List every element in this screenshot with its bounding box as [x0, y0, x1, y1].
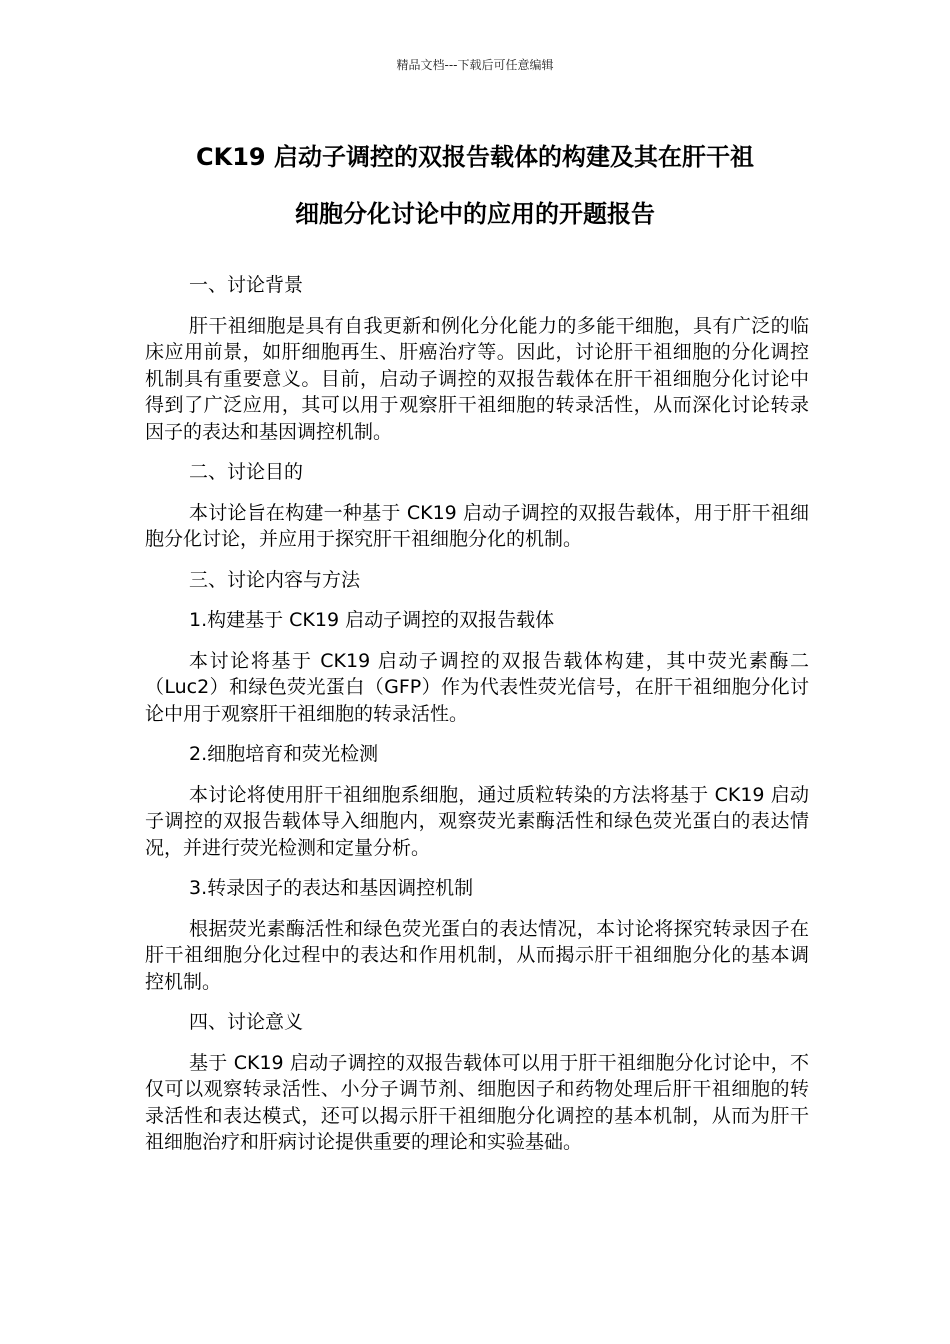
section-heading-significance: 四、讨论意义: [189, 1011, 304, 1033]
section-heading-background: 一、讨论背景: [189, 274, 304, 296]
paragraph-cell-culture: 本讨论将使用肝干祖细胞系细胞，通过质粒转染的方法将基于 CK19 启动子调控的双报告载体导入细胞内，观察荧光素酶活性和绿色荧光蛋白的表达情况，并进行荧光检测和定量分析。: [145, 783, 809, 859]
section-heading-purpose: 二、讨论目的: [189, 461, 304, 483]
paragraph-transcription-factors: 根据荧光素酶活性和绿色荧光蛋白的表达情况，本讨论将探究转录因子在肝干祖细胞分化过程中的表达和作用机制，从而揭示肝干祖细胞分化的基本调控机制。: [145, 917, 809, 993]
title-line-1: CK19 启动子调控的双报告载体的构建及其在肝干祖: [196, 143, 754, 171]
paragraph-significance: 基于 CK19 启动子调控的双报告载体可以用于肝干祖细胞分化讨论中，不仅可以观察转录活性、小分子调节剂、细胞因子和药物处理后肝干祖细胞的转录活性和表达模式，还可以揭示肝干祖细胞分化调控的基本机制，从而为肝干祖细胞治疗和肝病讨论提供重要的理论和实验基础。: [145, 1051, 809, 1153]
title-line-2: 细胞分化讨论中的应用的开题报告: [295, 200, 655, 228]
paragraph-background: 肝干祖细胞是具有自我更新和例化分化能力的多能干细胞，具有广泛的临床应用前景，如肝细胞再生、肝癌治疗等。因此，讨论肝干祖细胞的分化调控机制具有重要意义。目前，启动子调控的双报告载体在肝干祖细胞分化讨论中得到了广泛应用，其可以用于观察肝干祖细胞的转录活性，从而深化讨论转录因子的表达和基因调控机制。: [145, 314, 809, 443]
section-heading-content-methods: 三、讨论内容与方法: [189, 568, 361, 591]
document-body: [145, 272, 809, 1156]
page-header: 精品文档---下载后可任意编辑: [396, 58, 554, 72]
paragraph-vector-construction: 本讨论将基于 CK19 启动子调控的双报告载体构建，其中荧光素酶二（Luc2）和绿色荧光蛋白（GFP）作为代表性荧光信号，在肝干祖细胞分化讨论中用于观察肝干祖细胞的转录活性。: [145, 649, 809, 725]
subheading-transcription-factors: 3.转录因子的表达和基因调控机制: [189, 877, 474, 899]
subheading-vector-construction: 1.构建基于 CK19 启动子调控的双报告载体: [189, 609, 555, 631]
subheading-cell-culture: 2.细胞培育和荧光检测: [189, 743, 379, 765]
paragraph-purpose: 本讨论旨在构建一种基于 CK19 启动子调控的双报告载体，用于肝干祖细胞分化讨论，并应用于探究肝干祖细胞分化的机制。: [145, 501, 809, 550]
document-title: [130, 129, 820, 243]
